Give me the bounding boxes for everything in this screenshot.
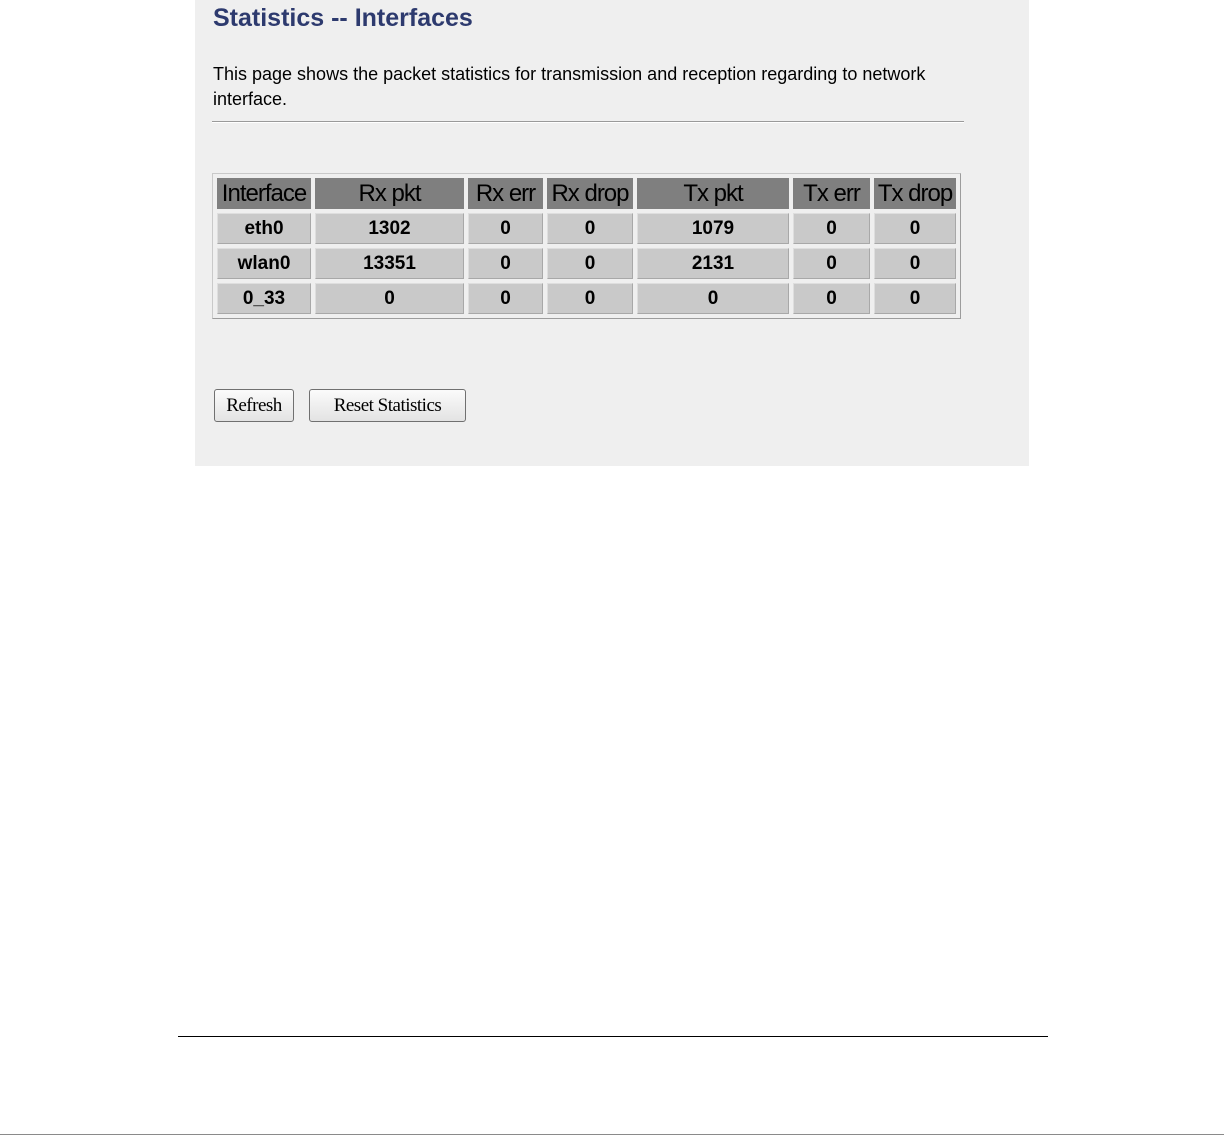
cell-rx-drop: 0 [547, 283, 633, 314]
cell-tx-err: 0 [793, 248, 870, 279]
page-title: Statistics -- Interfaces [213, 4, 473, 32]
header-interface: Interface [217, 178, 311, 209]
divider [212, 121, 964, 123]
header-rx-pkt: Rx pkt [315, 178, 464, 209]
refresh-button[interactable]: Refresh [214, 389, 294, 422]
cell-interface: eth0 [217, 213, 311, 244]
statistics-panel [195, 0, 1029, 466]
header-tx-pkt: Tx pkt [637, 178, 789, 209]
table-header-row [217, 178, 956, 209]
cell-interface: wlan0 [217, 248, 311, 279]
header-rx-err: Rx err [468, 178, 543, 209]
table-row [217, 283, 956, 314]
cell-tx-err: 0 [793, 213, 870, 244]
cell-tx-drop: 0 [874, 283, 956, 314]
cell-tx-pkt: 1079 [637, 213, 789, 244]
header-rx-drop: Rx drop [547, 178, 633, 209]
interface-statistics-table [212, 173, 961, 319]
cell-tx-pkt: 2131 [637, 248, 789, 279]
cell-interface: 0_33 [217, 283, 311, 314]
cell-tx-drop: 0 [874, 213, 956, 244]
reset-statistics-button[interactable]: Reset Statistics [309, 389, 466, 422]
cell-rx-pkt: 13351 [315, 248, 464, 279]
page-description: This page shows the packet statistics for transmission and reception regarding to network interface. [213, 64, 926, 109]
cell-rx-drop: 0 [547, 213, 633, 244]
footer-divider [178, 1036, 1048, 1037]
cell-rx-pkt: 1302 [315, 213, 464, 244]
cell-rx-err: 0 [468, 213, 543, 244]
header-tx-drop: Tx drop [874, 178, 956, 209]
cell-tx-pkt: 0 [637, 283, 789, 314]
cell-rx-pkt: 0 [315, 283, 464, 314]
table-row [217, 213, 956, 244]
cell-tx-drop: 0 [874, 248, 956, 279]
cell-rx-err: 0 [468, 283, 543, 314]
header-tx-err: Tx err [793, 178, 870, 209]
cell-rx-err: 0 [468, 248, 543, 279]
cell-rx-drop: 0 [547, 248, 633, 279]
cell-tx-err: 0 [793, 283, 870, 314]
table-row [217, 248, 956, 279]
page-bottom-divider [0, 1134, 1224, 1135]
